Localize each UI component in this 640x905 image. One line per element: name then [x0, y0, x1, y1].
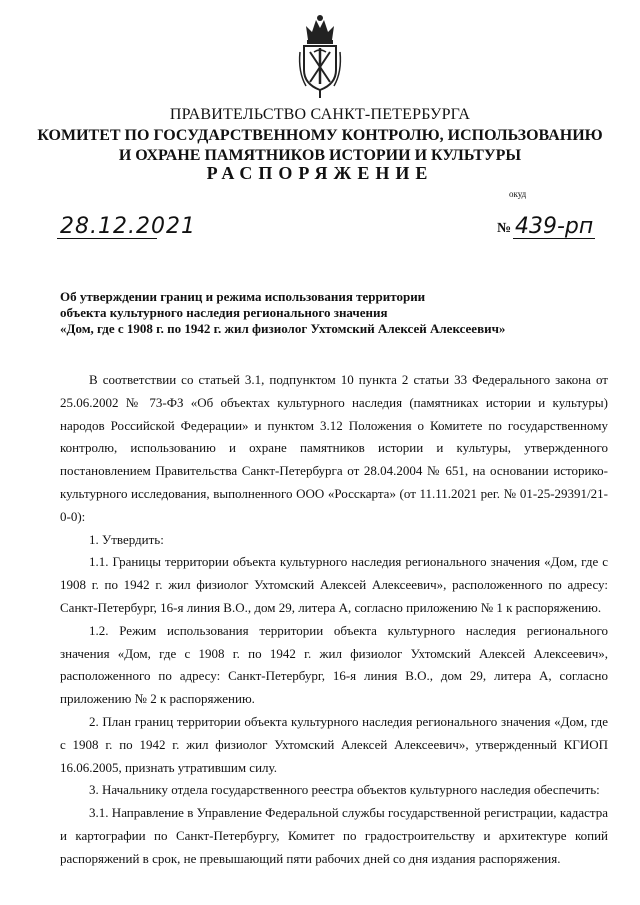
okud-label: окуд: [509, 189, 527, 199]
number-underline: [513, 238, 595, 239]
number-sign: №: [497, 221, 512, 236]
document-subject: [60, 289, 505, 337]
subject-line-3: «Дом, где с 1908 г. по 1942 г. жил физиолог Ухтомский Алексей Алексеевич»: [60, 321, 506, 336]
committee-title-line-1: КОМИТЕТ ПО ГОСУДАРСТВЕННОМУ КОНТРОЛЮ, ИСПОЛЬЗОВАНИЮ: [37, 127, 603, 144]
paragraph-item-1-1: 1.1. Границы территории объекта культурного наследия регионального значения «Дом, где с 1908 г. по 1942 г. жил физиолог Ухтомский Алексей Алексеевич», расположенного по адресу: Санкт-Петербург, 16-я линия В.О., дом 29, литера А, согласно приложению № 1 к распоряжению.: [60, 554, 608, 615]
committee-title: [0, 126, 640, 166]
paragraph-item-1: 1. Утвердить:: [89, 531, 164, 547]
paragraph-item-3: 3. Начальнику отдела государственного реестра объектов культурного наследия обеспечить:: [89, 782, 600, 798]
document-body: [60, 369, 608, 871]
coat-of-arms-emblem: [296, 12, 344, 100]
government-title: ПРАВИТЕЛЬСТВО САНКТ-ПЕТЕРБУРГА: [169, 106, 471, 123]
paragraph-item-1-2: 1.2. Режим использования территории объекта культурного наследия регионального значения «Дом, где с 1908 г. по 1942 г. жил физиолог Ухтомский Алексей Алексеевич», расположенного по адресу: Санкт-Петербург, 16-я линия В.О., дом 29, литера А, согласно приложению № 2 к распоряжению.: [60, 622, 608, 707]
subject-line-2: объекта культурного наследия регионального значения: [60, 305, 388, 320]
document-number: 439-рп: [515, 214, 594, 239]
subject-line-1: Об утверждении границ и режима использования территории: [60, 289, 426, 304]
paragraph-item-2: 2. План границ территории объекта культурного наследия регионального значения «Дом, где с 1908 г. по 1942 г. жил физиолог Ухтомский Алексей Алексеевич», утвержденный КГИОП 16.06.2005, признать утратившим силу.: [60, 713, 608, 775]
date-underline: [57, 238, 157, 239]
document-type-title: РАСПОРЯЖЕНИЕ: [206, 163, 434, 183]
paragraph-item-3-1: 3.1. Направление в Управление Федеральной службы государственной регистрации, кадастра и картографии по Санкт-Петербургу, Комитет по градостроительству и архитектуре копий распоряжений в срок, не превышающий пяти рабочих дней со дня издания распоряжения.: [60, 805, 608, 866]
document-date: 28.12.2021: [60, 214, 196, 239]
committee-title-line-2: И ОХРАНЕ ПАМЯТНИКОВ ИСТОРИИ И КУЛЬТУРЫ: [118, 147, 522, 164]
paragraph-preamble: В соответствии со статьей 3.1, подпунктом 10 пункта 2 статьи 33 Федерального закона от 25.06.2002 № 73-ФЗ «Об объектах культурного наследия (памятниках истории и культуры) народов Российской Федерации» и пунктом 3.12 Положения о Комитете по государственному контролю, использованию и охране памятников истории и культуры, утвержденного постановлением Правительства Санкт-Петербурга от 28.04.2004 № 651, на основании историко-культурного исследования, выполненного ООО «Росскарта» (от 11.11.2021 рег. № 01-25-29391/21-0-0):: [60, 372, 608, 524]
